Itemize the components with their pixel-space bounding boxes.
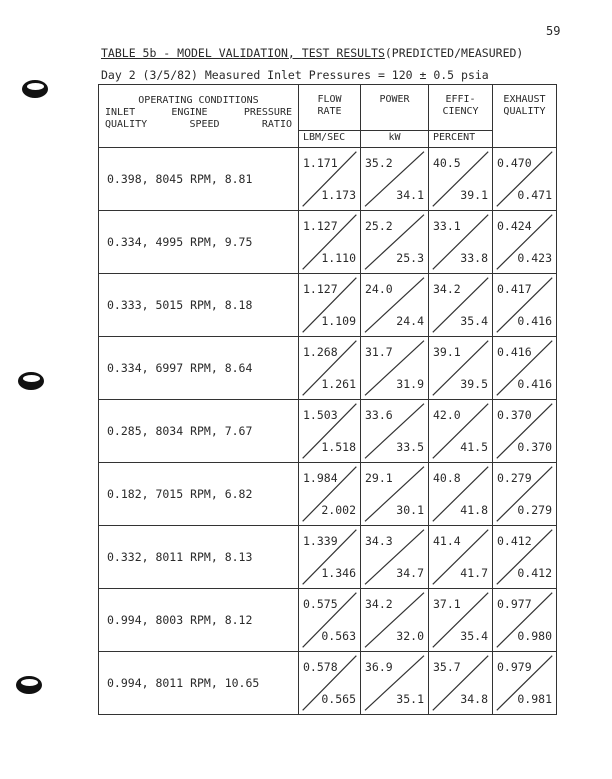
efficiency-predicted: 34.2 <box>433 282 461 296</box>
flow-rate-cell <box>299 526 361 589</box>
efficiency-predicted: 42.0 <box>433 408 461 422</box>
efficiency-measured: 39.5 <box>460 377 488 391</box>
exhaust-quality-measured: 0.279 <box>517 503 552 517</box>
table-row <box>99 400 557 463</box>
header-quality: QUALITY <box>105 119 148 130</box>
flow-rate-predicted: 1.127 <box>303 282 338 296</box>
flow-rate-cell <box>299 589 361 652</box>
exhaust-quality-cell <box>493 337 557 400</box>
flow-rate-predicted: 1.984 <box>303 471 338 485</box>
efficiency-cell <box>429 148 493 211</box>
header-ratio: RATIO <box>261 119 292 130</box>
power-predicted: 29.1 <box>365 471 393 485</box>
power-predicted: 34.3 <box>365 534 393 548</box>
table-row <box>99 337 557 400</box>
table-body <box>99 148 557 715</box>
header-power-line1: POWER <box>379 94 410 105</box>
binder-hole-icon <box>22 80 48 98</box>
header-operating-title: OPERATING CONDITIONS <box>138 95 259 106</box>
flow-rate-measured: 1.173 <box>321 188 356 202</box>
operating-conditions-cell: 0.334, 4995 RPM, 9.75 <box>99 211 299 274</box>
flow-rate-predicted: 0.575 <box>303 597 338 611</box>
efficiency-cell <box>429 589 493 652</box>
flow-rate-predicted: 0.578 <box>303 660 338 674</box>
efficiency-cell <box>429 463 493 526</box>
exhaust-quality-predicted: 0.424 <box>497 219 532 233</box>
efficiency-predicted: 39.1 <box>433 345 461 359</box>
table-title-main: TABLE 5b - MODEL VALIDATION, TEST RESULTS <box>101 46 385 60</box>
table-row <box>99 274 557 337</box>
exhaust-quality-predicted: 0.416 <box>497 345 532 359</box>
table-subtitle: Day 2 (3/5/82) Measured Inlet Pressures = 120 ± 0.5 psia <box>101 68 489 82</box>
efficiency-cell <box>429 274 493 337</box>
power-predicted: 31.7 <box>365 345 393 359</box>
efficiency-predicted: 37.1 <box>433 597 461 611</box>
efficiency-cell <box>429 211 493 274</box>
binder-hole-icon <box>18 372 44 390</box>
power-predicted: 33.6 <box>365 408 393 422</box>
flow-rate-cell <box>299 274 361 337</box>
exhaust-quality-cell <box>493 400 557 463</box>
power-predicted: 25.2 <box>365 219 393 233</box>
table-row <box>99 211 557 274</box>
power-measured: 34.1 <box>396 188 424 202</box>
header-row <box>99 85 557 148</box>
efficiency-measured: 39.1 <box>460 188 488 202</box>
operating-conditions-cell: 0.334, 6997 RPM, 8.64 <box>99 337 299 400</box>
header-flow-unit: LBM/SEC <box>299 130 360 145</box>
flow-rate-predicted: 1.268 <box>303 345 338 359</box>
exhaust-quality-cell <box>493 652 557 715</box>
flow-rate-cell <box>299 652 361 715</box>
power-measured: 31.9 <box>396 377 424 391</box>
exhaust-quality-predicted: 0.470 <box>497 156 532 170</box>
power-cell <box>361 463 429 526</box>
power-cell <box>361 211 429 274</box>
exhaust-quality-measured: 0.416 <box>517 314 552 328</box>
efficiency-measured: 33.8 <box>460 251 488 265</box>
operating-conditions-cell: 0.285, 8034 RPM, 7.67 <box>99 400 299 463</box>
power-measured: 25.3 <box>396 251 424 265</box>
power-predicted: 34.2 <box>365 597 393 611</box>
efficiency-cell <box>429 337 493 400</box>
efficiency-measured: 35.4 <box>460 629 488 643</box>
flow-rate-cell <box>299 337 361 400</box>
flow-rate-measured: 1.261 <box>321 377 356 391</box>
efficiency-measured: 41.8 <box>460 503 488 517</box>
power-cell <box>361 589 429 652</box>
flow-rate-measured: 1.110 <box>321 251 356 265</box>
header-power-unit: kW <box>361 130 428 145</box>
flow-rate-measured: 1.109 <box>321 314 356 328</box>
table-title-suffix: (PREDICTED/MEASURED) <box>384 46 524 60</box>
exhaust-quality-measured: 0.416 <box>517 377 552 391</box>
flow-rate-predicted: 1.127 <box>303 219 338 233</box>
header-exh-line2: QUALITY <box>503 106 546 117</box>
power-cell <box>361 148 429 211</box>
power-cell <box>361 337 429 400</box>
exhaust-quality-measured: 0.370 <box>517 440 552 454</box>
flow-rate-cell <box>299 148 361 211</box>
header-exh-line1: EXHAUST <box>503 94 546 105</box>
power-measured: 35.1 <box>396 692 424 706</box>
table-row <box>99 589 557 652</box>
header-flow-line1: FLOW <box>317 94 342 105</box>
flow-rate-measured: 0.565 <box>321 692 356 706</box>
power-predicted: 36.9 <box>365 660 393 674</box>
header-flow-rate <box>299 85 361 148</box>
power-measured: 32.0 <box>396 629 424 643</box>
flow-rate-cell <box>299 400 361 463</box>
efficiency-cell <box>429 526 493 589</box>
efficiency-cell <box>429 652 493 715</box>
power-measured: 34.7 <box>396 566 424 580</box>
efficiency-cell <box>429 400 493 463</box>
table-row <box>99 463 557 526</box>
results-table <box>98 84 557 715</box>
exhaust-quality-predicted: 0.279 <box>497 471 532 485</box>
operating-conditions-cell: 0.994, 8011 RPM, 10.65 <box>99 652 299 715</box>
operating-conditions-cell: 0.182, 7015 RPM, 6.82 <box>99 463 299 526</box>
header-efficiency <box>429 85 493 148</box>
flow-rate-measured: 1.518 <box>321 440 356 454</box>
table-row <box>99 526 557 589</box>
exhaust-quality-measured: 0.423 <box>517 251 552 265</box>
exhaust-quality-cell <box>493 211 557 274</box>
flow-rate-predicted: 1.339 <box>303 534 338 548</box>
power-predicted: 35.2 <box>365 156 393 170</box>
flow-rate-predicted: 1.503 <box>303 408 338 422</box>
exhaust-quality-measured: 0.981 <box>517 692 552 706</box>
flow-rate-cell <box>299 463 361 526</box>
table-row <box>99 148 557 211</box>
efficiency-predicted: 40.8 <box>433 471 461 485</box>
exhaust-quality-cell <box>493 589 557 652</box>
operating-conditions-cell: 0.332, 8011 RPM, 8.13 <box>99 526 299 589</box>
header-eff-line2: CIENCY <box>442 106 479 117</box>
exhaust-quality-cell <box>493 148 557 211</box>
header-speed: SPEED <box>189 119 220 130</box>
efficiency-predicted: 35.7 <box>433 660 461 674</box>
exhaust-quality-predicted: 0.412 <box>497 534 532 548</box>
header-power <box>361 85 429 148</box>
power-cell <box>361 526 429 589</box>
exhaust-quality-measured: 0.980 <box>517 629 552 643</box>
flow-rate-measured: 2.002 <box>321 503 356 517</box>
header-exhaust-quality <box>493 85 557 148</box>
flow-rate-measured: 1.346 <box>321 566 356 580</box>
header-engine: ENGINE <box>171 107 208 118</box>
header-flow-line2: RATE <box>317 106 342 117</box>
exhaust-quality-cell <box>493 463 557 526</box>
exhaust-quality-predicted: 0.417 <box>497 282 532 296</box>
operating-conditions-cell: 0.398, 8045 RPM, 8.81 <box>99 148 299 211</box>
operating-conditions-cell: 0.333, 5015 RPM, 8.18 <box>99 274 299 337</box>
exhaust-quality-cell <box>493 274 557 337</box>
exhaust-quality-predicted: 0.370 <box>497 408 532 422</box>
power-predicted: 24.0 <box>365 282 393 296</box>
page-number: 59 <box>546 24 561 38</box>
flow-rate-cell <box>299 211 361 274</box>
power-cell <box>361 652 429 715</box>
binder-hole-icon <box>16 676 42 694</box>
efficiency-predicted: 40.5 <box>433 156 461 170</box>
efficiency-measured: 41.7 <box>460 566 488 580</box>
exhaust-quality-measured: 0.471 <box>517 188 552 202</box>
table-row <box>99 652 557 715</box>
header-eff-line1: EFFI- <box>445 94 476 105</box>
exhaust-quality-measured: 0.412 <box>517 566 552 580</box>
power-cell <box>361 400 429 463</box>
header-pressure: PRESSURE <box>243 107 292 118</box>
efficiency-measured: 41.5 <box>460 440 488 454</box>
efficiency-measured: 35.4 <box>460 314 488 328</box>
efficiency-measured: 34.8 <box>460 692 488 706</box>
exhaust-quality-cell <box>493 526 557 589</box>
header-inlet: INLET <box>105 107 136 118</box>
power-cell <box>361 274 429 337</box>
header-eff-unit: PERCENT <box>429 130 492 145</box>
flow-rate-measured: 0.563 <box>321 629 356 643</box>
flow-rate-predicted: 1.171 <box>303 156 338 170</box>
table-title <box>101 46 523 60</box>
efficiency-predicted: 41.4 <box>433 534 461 548</box>
efficiency-predicted: 33.1 <box>433 219 461 233</box>
power-measured: 30.1 <box>396 503 424 517</box>
power-measured: 24.4 <box>396 314 424 328</box>
header-operating-conditions <box>99 85 299 148</box>
power-measured: 33.5 <box>396 440 424 454</box>
exhaust-quality-predicted: 0.979 <box>497 660 532 674</box>
operating-conditions-cell: 0.994, 8003 RPM, 8.12 <box>99 589 299 652</box>
exhaust-quality-predicted: 0.977 <box>497 597 532 611</box>
